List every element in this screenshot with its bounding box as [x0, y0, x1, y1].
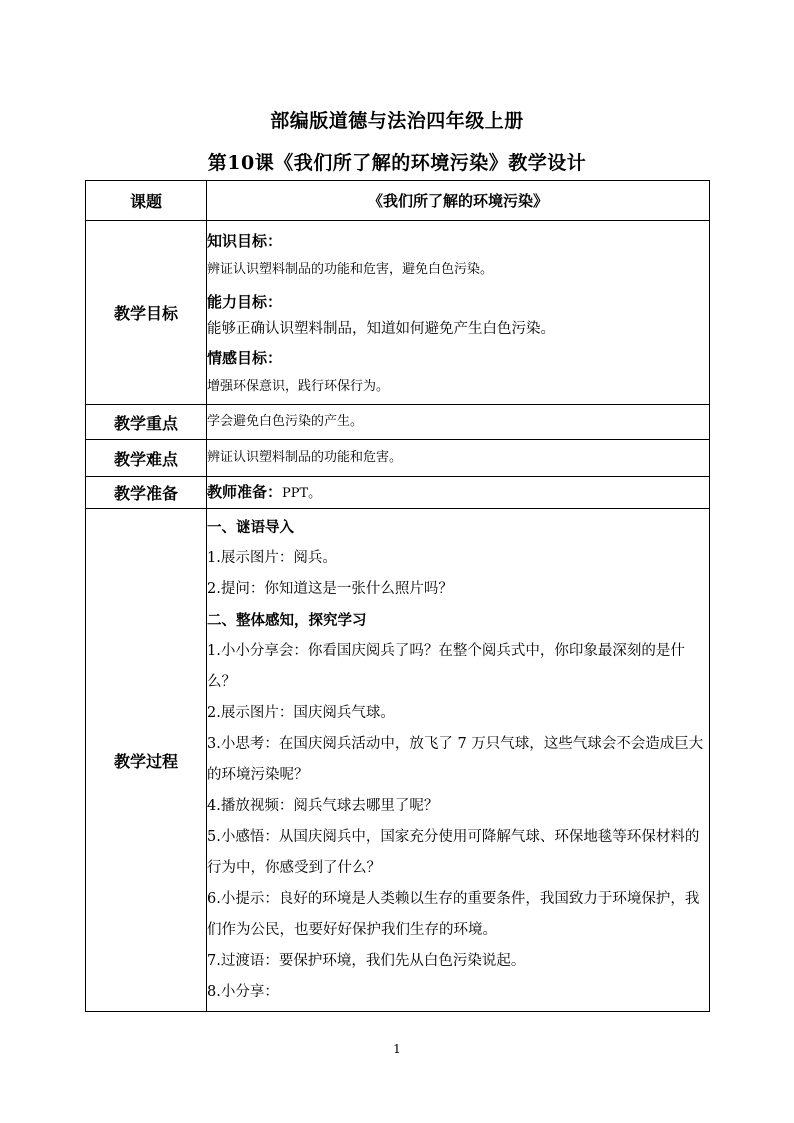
topic-value: 《我们所了解的环境污染》 [367, 192, 548, 210]
process-section2-item: 5.小感悟：从国庆阅兵中，国家充分使用可降解气球、环保地毯等环保材料的行为中，你感受到了什么？ [207, 829, 700, 876]
process-section1-item: 1.展示图片：阅兵。 [207, 550, 337, 566]
difficulty-label: 教学难点 [86, 440, 207, 477]
process-section2-item: 4.播放视频：阅兵气球去哪里了呢？ [207, 798, 439, 814]
process-section1-heading: 一、谜语导入 [207, 519, 294, 536]
objectives-label: 教学目标 [86, 221, 207, 405]
table-row-preparation [86, 477, 710, 509]
process-section2-item: 3.小思考：在国庆阅兵活动中，放飞了 7 万只气球，这些气球会不会造成巨大的环境污染呢？ [207, 736, 704, 783]
key-point-cell [207, 405, 710, 440]
process-section2-item: 2.展示图片：国庆阅兵气球。 [207, 705, 395, 721]
table-row-topic [86, 181, 710, 221]
document-title-line1: 部编版道德与法治四年级上册 [270, 110, 524, 132]
process-section2-item: 1.小小分享会：你看国庆阅兵了吗？在整个阅兵式中，你印象最深刻的是什么？ [207, 643, 685, 690]
process-section2-item: 8.小分享： [207, 984, 279, 1000]
key-point-value: 学会避免白色污染的产生。 [207, 414, 364, 429]
lesson-plan-table [85, 180, 710, 1012]
ability-objective-text: 能够正确认识塑料制品，知道如何避免产生白色污染。 [207, 321, 555, 337]
table-row-difficulty [86, 440, 710, 477]
process-section1-item: 2.提问：你知道这是一张什么照片吗？ [207, 581, 453, 597]
ability-objective-heading: 能力目标： [207, 293, 283, 311]
topic-cell [207, 181, 710, 221]
difficulty-value: 辨证认识塑料制品的功能和危害。 [207, 450, 403, 465]
process-section2-item: 6.小提示：良好的环境是人类赖以生存的重要条件，我国致力于环境保护，我们作为公民，也要好好保护我们生存的环境。 [207, 891, 700, 938]
process-section2-heading: 二、整体感知，探究学习 [207, 612, 367, 629]
preparation-value: PPT。 [282, 486, 322, 501]
objectives-cell [207, 221, 710, 405]
emotion-objective-text: 增强环保意识，践行环保行为。 [207, 379, 390, 394]
process-label: 教学过程 [86, 509, 207, 1012]
table-row-objectives [86, 221, 710, 405]
page-number: 1 [393, 1042, 401, 1056]
topic-label: 课题 [86, 181, 207, 221]
emotion-objective-heading: 情感目标： [207, 349, 283, 367]
preparation-cell [207, 477, 710, 509]
difficulty-cell [207, 440, 710, 477]
table-row-process [86, 509, 710, 1012]
preparation-label: 教学准备 [86, 477, 207, 509]
preparation-heading: 教师准备： [207, 483, 283, 501]
process-cell [207, 509, 710, 1012]
key-point-label: 教学重点 [86, 405, 207, 440]
table-row-key-point [86, 405, 710, 440]
process-section2-item: 7.过渡语：要保护环境，我们先从白色污染说起。 [207, 953, 526, 969]
knowledge-objective-text: 辨证认识塑料制品的功能和危害，避免白色污染。 [207, 262, 494, 277]
document-title-line2: 第10课《我们所了解的环境污染》教学设计 [207, 152, 587, 174]
knowledge-objective-heading: 知识目标： [207, 232, 283, 250]
